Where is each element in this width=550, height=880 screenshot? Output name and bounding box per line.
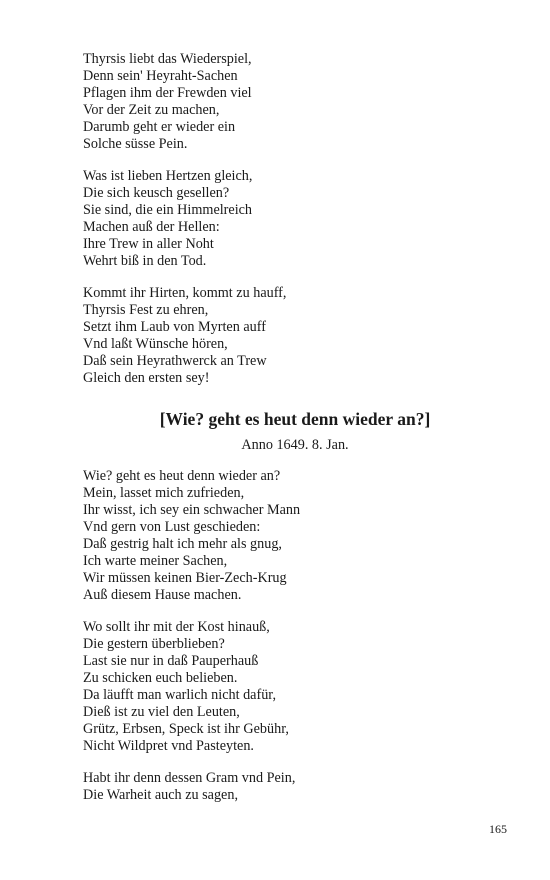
stanza-5 <box>83 619 289 755</box>
stanza-3 <box>83 285 286 387</box>
verse-line: Die Warheit auch zu sagen, <box>83 787 238 803</box>
verse-line: Pflagen ihm der Frewden viel <box>83 85 252 101</box>
verse-line: Zu schicken euch belieben. <box>83 670 238 686</box>
verse-line: Wie? geht es heut denn wieder an? <box>83 468 281 484</box>
verse-line: Die sich keusch gesellen? <box>83 185 230 201</box>
stanza-4 <box>83 468 300 604</box>
verse-line: Dieß ist zu viel den Leuten, <box>83 704 240 720</box>
verse-line: Nicht Wildpret vnd Pasteyten. <box>83 738 254 754</box>
verse-line: Ihr wisst, ich sey ein schwacher Mann <box>83 502 301 518</box>
verse-line: Da läufft man warlich nicht dafür, <box>83 687 276 703</box>
verse-line: Gleich den ersten sey! <box>83 370 210 386</box>
verse-line: Machen auß der Hellen: <box>83 219 220 235</box>
verse-line: Ihre Trew in aller Noht <box>83 236 214 252</box>
verse-line: Kommt ihr Hirten, kommt zu hauff, <box>83 285 287 301</box>
verse-line: Daß gestrig halt ich mehr als gnug, <box>83 536 282 552</box>
verse-line: Wir müssen keinen Bier-Zech-Krug <box>83 570 287 586</box>
stanza-6 <box>83 770 295 804</box>
verse-line: Darumb geht er wieder ein <box>83 119 236 135</box>
stanza-2 <box>83 168 252 270</box>
verse-line: Denn sein' Heyraht-Sachen <box>83 68 238 84</box>
verse-line: Thyrsis Fest zu ehren, <box>83 302 209 318</box>
verse-line: Thyrsis liebt das Wiederspiel, <box>83 51 252 67</box>
verse-line: Vor der Zeit zu machen, <box>83 102 220 118</box>
verse-line: Grütz, Erbsen, Speck ist ihr Gebühr, <box>83 721 289 737</box>
verse-line: Sie sind, die ein Himmelreich <box>83 202 253 218</box>
verse-line: Setzt ihm Laub von Myrten auff <box>83 319 266 335</box>
verse-line: Die gestern überblieben? <box>83 636 225 652</box>
verse-line: Daß sein Heyrathwerck an Trew <box>83 353 267 369</box>
verse-line: Ich warte meiner Sachen, <box>83 553 228 569</box>
verse-line: Wo sollt ihr mit der Kost hinauß, <box>83 619 270 635</box>
poem-date: Anno 1649. 8. Jan. <box>241 437 349 453</box>
poem-title: [Wie? geht es heut denn wieder an?] <box>159 409 431 429</box>
verse-line: Was ist lieben Hertzen gleich, <box>83 168 253 184</box>
verse-line: Mein, lasset mich zufrieden, <box>83 485 245 501</box>
verse-line: Last sie nur in daß Pauperhauß <box>83 653 259 669</box>
verse-line: Wehrt biß in den Tod. <box>83 253 207 269</box>
verse-line: Auß diesem Hause machen. <box>83 587 242 603</box>
verse-line: Habt ihr denn dessen Gram vnd Pein, <box>83 770 296 786</box>
stanza-1 <box>83 51 252 153</box>
verse-line: Vnd gern von Lust geschieden: <box>83 519 261 535</box>
verse-line: Vnd laßt Wünsche hören, <box>83 336 228 352</box>
verse-line: Solche süsse Pein. <box>83 136 188 152</box>
page-number: 165 <box>489 822 507 836</box>
